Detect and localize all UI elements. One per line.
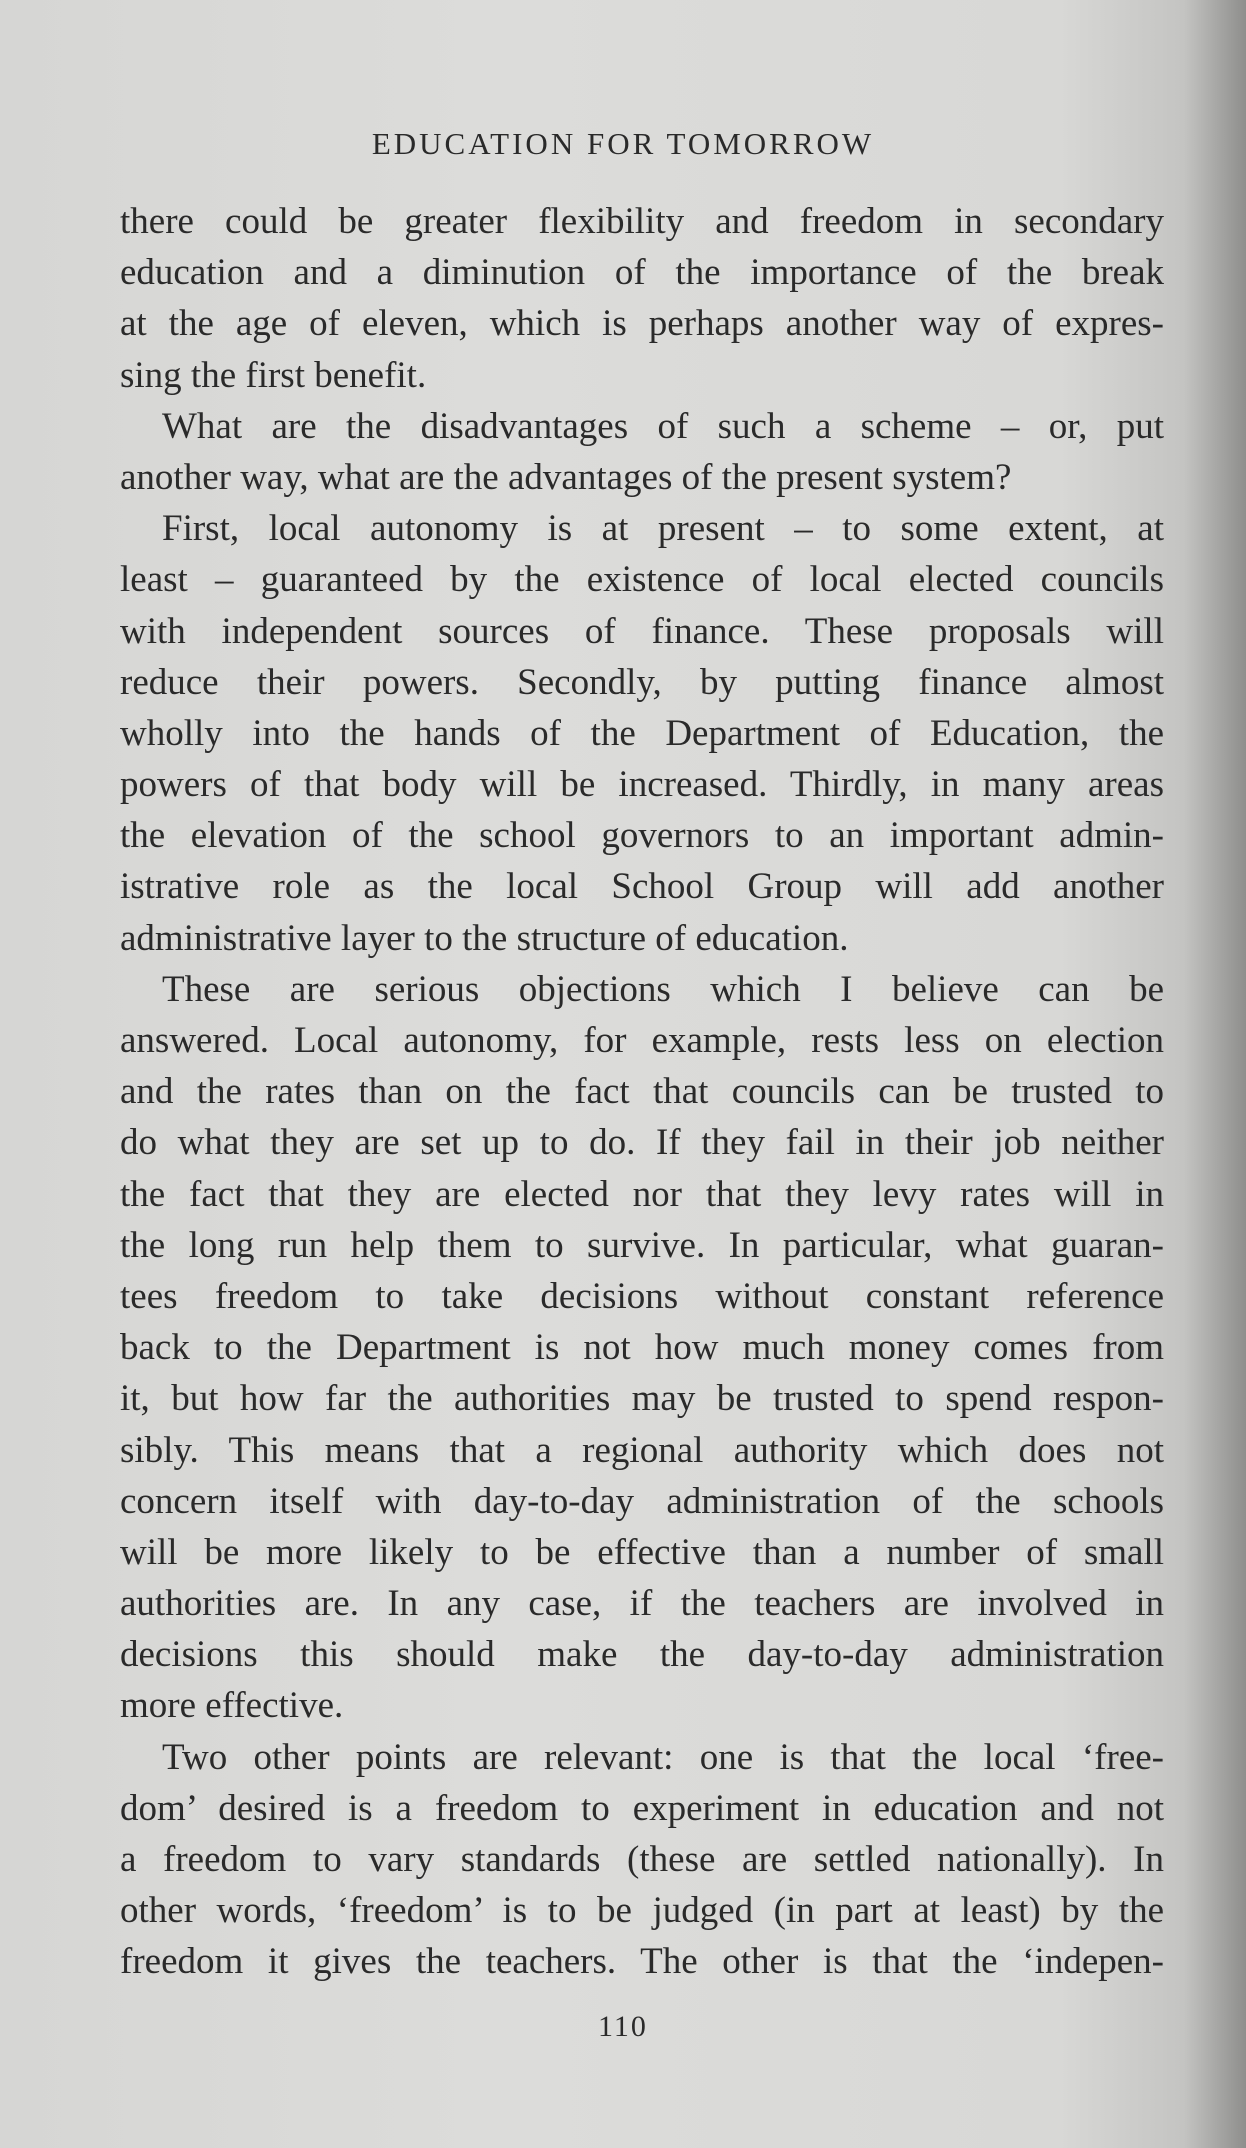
text-line: it, but how far the authorities may be trusted to spend respon- [120,1378,1164,1420]
text-line: istrative role as the local School Group will add another [120,866,1164,908]
text-line: Two other points are relevant: one is that the local ‘free- [162,1736,1164,1778]
text-line: a freedom to vary standards (these are settled nationally). In [120,1839,1164,1880]
text-line: What are the disadvantages of such a scheme – or, put [162,405,1164,447]
text-line: sibly. This means that a regional authority which does not [120,1429,1164,1471]
text-line: and the rates than on the fact that councils can be trusted to [120,1071,1164,1113]
text-line: wholly into the hands of the Department of Education, the [120,712,1164,754]
text-line: administrative layer to the structure of education. [120,917,849,959]
text-line: another way, what are the advantages of the present system? [120,456,1012,498]
text-line: at the age of eleven, which is perhaps another way of expres- [120,303,1164,345]
text-line: the long run help them to survive. In particular, what guaran- [120,1224,1164,1266]
body-text [120,196,1164,1988]
text-line: the elevation of the school governors to an important admin- [120,815,1164,857]
text-line: do what they are set up to do. If they fail in their job neither [120,1122,1164,1164]
text-line: authorities are. In any case, if the teachers are involved in [120,1583,1164,1625]
text-line: dom’ desired is a freedom to experiment in education and not [120,1787,1164,1829]
running-header: EDUCATION FOR TOMORROW [371,126,875,161]
text-line: sing the first benefit. [120,354,427,396]
text-line: reduce their powers. Secondly, by putting finance almost [120,661,1164,703]
text-line: These are serious objections which I believe can be [162,968,1164,1010]
text-line: decisions this should make the day-to-day administration [120,1634,1164,1676]
text-line: other words, ‘freedom’ is to be judged (in part at least) by the [120,1890,1164,1932]
text-line: least – guaranteed by the existence of local elected councils [120,559,1164,601]
text-line: with independent sources of finance. These proposals will [120,610,1164,652]
text-line: First, local autonomy is at present – to some extent, at [162,508,1164,550]
text-line: answered. Local autonomy, for example, rests less on election [120,1020,1164,1061]
text-line: the fact that they are elected nor that they levy rates will in [120,1173,1164,1215]
text-line: freedom it gives the teachers. The other is that the ‘indepen- [120,1941,1164,1983]
text-line: back to the Department is not how much money comes from [120,1327,1164,1369]
text-line: concern itself with day-to-day administration of the schools [120,1480,1164,1522]
text-line: tees freedom to take decisions without constant reference [120,1275,1164,1317]
text-line: will be more likely to be effective than a number of small [120,1531,1164,1573]
text-line: there could be greater flexibility and freedom in secondary [120,201,1164,242]
text-line: more effective. [120,1685,344,1727]
text-line: powers of that body will be increased. Thirdly, in many areas [120,764,1164,806]
page-number: 110 [598,2010,648,2043]
text-line: education and a diminution of the importance of the break [120,252,1164,294]
